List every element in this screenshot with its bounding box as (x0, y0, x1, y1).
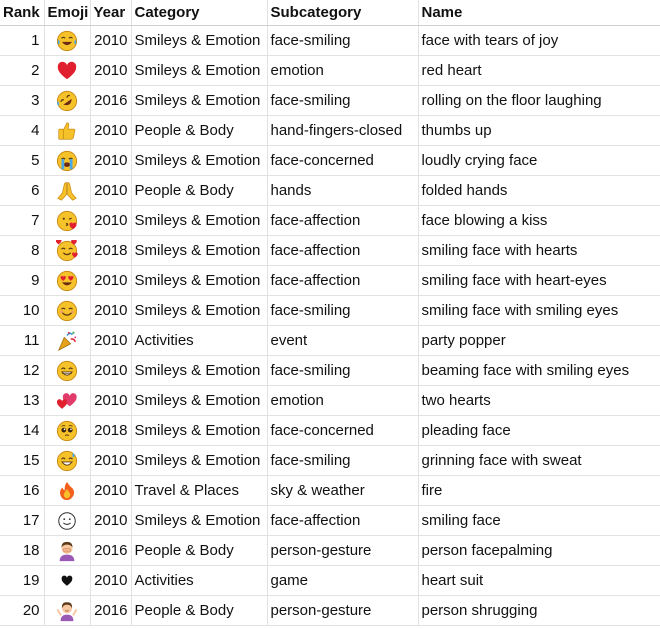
column-header-name[interactable]: Name (418, 0, 660, 26)
year-cell[interactable]: 2016 (90, 86, 131, 116)
emoji-cell[interactable] (44, 326, 90, 356)
rank-cell[interactable]: 5 (0, 146, 44, 176)
grinning-face-with-sweat-icon (56, 450, 78, 472)
name-cell[interactable]: rolling on the floor laughing (418, 86, 660, 116)
category-cell[interactable]: Smileys & Emotion (131, 296, 267, 326)
name-cell[interactable]: heart suit (418, 566, 660, 596)
rank-cell[interactable]: 19 (0, 566, 44, 596)
face-with-tears-of-joy-icon (56, 30, 78, 52)
smiling-face-with-hearts-icon (56, 240, 78, 262)
table-row[interactable] (0, 416, 660, 446)
smiling-face-icon (56, 510, 78, 532)
smiling-face-with-heart-eyes-icon (56, 270, 78, 292)
name-cell[interactable]: smiling face with hearts (418, 236, 660, 266)
name-cell[interactable]: two hearts (418, 386, 660, 416)
emoji-cell[interactable] (44, 416, 90, 446)
table-row[interactable] (0, 86, 660, 116)
emoji-cell[interactable] (44, 206, 90, 236)
subcategory-cell[interactable]: emotion (267, 386, 418, 416)
category-cell[interactable]: Smileys & Emotion (131, 86, 267, 116)
year-cell[interactable]: 2010 (90, 296, 131, 326)
name-cell[interactable]: pleading face (418, 416, 660, 446)
name-cell[interactable]: grinning face with sweat (418, 446, 660, 476)
rank-cell[interactable]: 4 (0, 116, 44, 146)
subcategory-cell[interactable]: person-gesture (267, 596, 418, 626)
year-cell[interactable]: 2010 (90, 506, 131, 536)
rank-cell[interactable]: 2 (0, 56, 44, 86)
subcategory-cell[interactable]: face-smiling (267, 26, 418, 56)
smiling-face-with-smiling-eyes-icon (56, 300, 78, 322)
name-cell[interactable]: face blowing a kiss (418, 206, 660, 236)
name-cell[interactable]: person facepalming (418, 536, 660, 566)
category-cell[interactable]: Smileys & Emotion (131, 26, 267, 56)
rank-cell[interactable]: 9 (0, 266, 44, 296)
category-cell[interactable]: Smileys & Emotion (131, 56, 267, 86)
rank-cell[interactable]: 16 (0, 476, 44, 506)
emoji-cell[interactable] (44, 536, 90, 566)
year-cell[interactable]: 2016 (90, 596, 131, 626)
category-cell[interactable]: Activities (131, 326, 267, 356)
party-popper-icon (56, 330, 78, 352)
subcategory-cell[interactable]: face-smiling (267, 296, 418, 326)
year-cell[interactable]: 2010 (90, 116, 131, 146)
year-cell[interactable]: 2016 (90, 536, 131, 566)
table-row[interactable] (0, 596, 660, 626)
rank-cell[interactable]: 18 (0, 536, 44, 566)
category-cell[interactable]: Smileys & Emotion (131, 236, 267, 266)
table-row[interactable] (0, 446, 660, 476)
loudly-crying-face-icon (56, 150, 78, 172)
year-cell[interactable]: 2010 (90, 386, 131, 416)
table-row[interactable] (0, 356, 660, 386)
rank-cell[interactable]: 8 (0, 236, 44, 266)
rank-cell[interactable]: 20 (0, 596, 44, 626)
table-row[interactable] (0, 236, 660, 266)
emoji-cell[interactable] (44, 296, 90, 326)
header-row (0, 0, 660, 26)
category-cell[interactable]: Activities (131, 566, 267, 596)
name-cell[interactable]: smiling face (418, 506, 660, 536)
table-row[interactable] (0, 56, 660, 86)
emoji-cell[interactable] (44, 506, 90, 536)
subcategory-cell[interactable]: face-concerned (267, 416, 418, 446)
emoji-cell[interactable] (44, 86, 90, 116)
category-cell[interactable]: Smileys & Emotion (131, 506, 267, 536)
year-cell[interactable]: 2010 (90, 26, 131, 56)
emoji-cell[interactable] (44, 56, 90, 86)
rank-cell[interactable]: 13 (0, 386, 44, 416)
name-cell[interactable]: fire (418, 476, 660, 506)
year-cell[interactable]: 2018 (90, 236, 131, 266)
table-row[interactable] (0, 326, 660, 356)
subcategory-cell[interactable]: emotion (267, 56, 418, 86)
year-cell[interactable]: 2010 (90, 476, 131, 506)
year-cell[interactable]: 2010 (90, 446, 131, 476)
person-shrugging-icon (56, 600, 78, 622)
year-cell[interactable]: 2010 (90, 326, 131, 356)
column-header-rank[interactable]: Rank (0, 0, 44, 26)
subcategory-cell[interactable]: face-affection (267, 506, 418, 536)
subcategory-cell[interactable]: event (267, 326, 418, 356)
category-cell[interactable]: Smileys & Emotion (131, 386, 267, 416)
category-cell[interactable]: Smileys & Emotion (131, 206, 267, 236)
table-row[interactable] (0, 296, 660, 326)
subcategory-cell[interactable]: face-smiling (267, 446, 418, 476)
fire-icon (56, 480, 78, 502)
category-cell[interactable]: Smileys & Emotion (131, 266, 267, 296)
category-cell[interactable]: Smileys & Emotion (131, 356, 267, 386)
year-cell[interactable]: 2010 (90, 146, 131, 176)
subcategory-cell[interactable]: face-smiling (267, 86, 418, 116)
category-cell[interactable]: Smileys & Emotion (131, 446, 267, 476)
rank-cell[interactable]: 1 (0, 26, 44, 56)
table-row[interactable] (0, 146, 660, 176)
column-header-subcategory[interactable]: Subcategory (267, 0, 418, 26)
name-cell[interactable]: party popper (418, 326, 660, 356)
subcategory-cell[interactable]: face-smiling (267, 356, 418, 386)
beaming-face-with-smiling-eyes-icon (56, 360, 78, 382)
subcategory-cell[interactable]: game (267, 566, 418, 596)
subcategory-cell[interactable]: face-affection (267, 206, 418, 236)
category-cell[interactable]: People & Body (131, 536, 267, 566)
category-cell[interactable]: Smileys & Emotion (131, 416, 267, 446)
subcategory-cell[interactable]: face-concerned (267, 146, 418, 176)
name-cell[interactable]: thumbs up (418, 116, 660, 146)
person-facepalming-icon (56, 540, 78, 562)
rank-cell[interactable]: 17 (0, 506, 44, 536)
rank-cell[interactable]: 3 (0, 86, 44, 116)
subcategory-cell[interactable]: person-gesture (267, 536, 418, 566)
category-cell[interactable]: Travel & Places (131, 476, 267, 506)
subcategory-cell[interactable]: hands (267, 176, 418, 206)
category-cell[interactable]: People & Body (131, 596, 267, 626)
category-cell[interactable]: Smileys & Emotion (131, 146, 267, 176)
name-cell[interactable]: person shrugging (418, 596, 660, 626)
emoji-cell[interactable] (44, 596, 90, 626)
emoji-cell[interactable] (44, 26, 90, 56)
red-heart-icon (56, 60, 78, 82)
two-hearts-icon (56, 390, 78, 412)
table-row[interactable] (0, 476, 660, 506)
emoji-cell[interactable] (44, 236, 90, 266)
table-row[interactable] (0, 116, 660, 146)
year-cell[interactable]: 2010 (90, 356, 131, 386)
name-cell[interactable]: folded hands (418, 176, 660, 206)
subcategory-cell[interactable]: sky & weather (267, 476, 418, 506)
pleading-face-icon (56, 420, 78, 442)
emoji-cell[interactable] (44, 386, 90, 416)
table-row[interactable] (0, 26, 660, 56)
table-row[interactable] (0, 566, 660, 596)
rank-cell[interactable]: 11 (0, 326, 44, 356)
name-cell[interactable]: beaming face with smiling eyes (418, 356, 660, 386)
category-cell[interactable]: People & Body (131, 176, 267, 206)
name-cell[interactable]: smiling face with heart-eyes (418, 266, 660, 296)
year-cell[interactable]: 2018 (90, 416, 131, 446)
table-row[interactable] (0, 206, 660, 236)
table-row[interactable] (0, 536, 660, 566)
name-cell[interactable]: loudly crying face (418, 146, 660, 176)
name-cell[interactable]: smiling face with smiling eyes (418, 296, 660, 326)
column-header-year[interactable]: Year (90, 0, 131, 26)
table-row[interactable] (0, 266, 660, 296)
column-header-category[interactable]: Category (131, 0, 267, 26)
table-row[interactable] (0, 506, 660, 536)
rank-cell[interactable]: 15 (0, 446, 44, 476)
emoji-cell[interactable] (44, 116, 90, 146)
year-cell[interactable]: 2010 (90, 176, 131, 206)
rank-cell[interactable]: 14 (0, 416, 44, 446)
rank-cell[interactable]: 6 (0, 176, 44, 206)
name-cell[interactable]: face with tears of joy (418, 26, 660, 56)
emoji-cell[interactable] (44, 176, 90, 206)
emoji-cell[interactable] (44, 146, 90, 176)
rank-cell[interactable]: 7 (0, 206, 44, 236)
category-cell[interactable]: People & Body (131, 116, 267, 146)
rolling-on-the-floor-laughing-icon (56, 90, 78, 112)
emoji-cell[interactable] (44, 446, 90, 476)
folded-hands-icon (56, 180, 78, 202)
emoji-cell[interactable] (44, 356, 90, 386)
year-cell[interactable]: 2010 (90, 266, 131, 296)
emoji-cell[interactable] (44, 566, 90, 596)
table-body (0, 26, 660, 626)
heart-suit-icon (56, 570, 78, 592)
name-cell[interactable]: red heart (418, 56, 660, 86)
year-cell[interactable]: 2010 (90, 566, 131, 596)
year-cell[interactable]: 2010 (90, 56, 131, 86)
face-blowing-a-kiss-icon (56, 210, 78, 232)
subcategory-cell[interactable]: hand-fingers-closed (267, 116, 418, 146)
thumbs-up-icon (56, 120, 78, 142)
subcategory-cell[interactable]: face-affection (267, 266, 418, 296)
emoji-cell[interactable] (44, 266, 90, 296)
subcategory-cell[interactable]: face-affection (267, 236, 418, 266)
table-row[interactable] (0, 386, 660, 416)
year-cell[interactable]: 2010 (90, 206, 131, 236)
column-header-emoji[interactable]: Emoji (44, 0, 90, 26)
emoji-cell[interactable] (44, 476, 90, 506)
rank-cell[interactable]: 12 (0, 356, 44, 386)
rank-cell[interactable]: 10 (0, 296, 44, 326)
table-row[interactable] (0, 176, 660, 206)
